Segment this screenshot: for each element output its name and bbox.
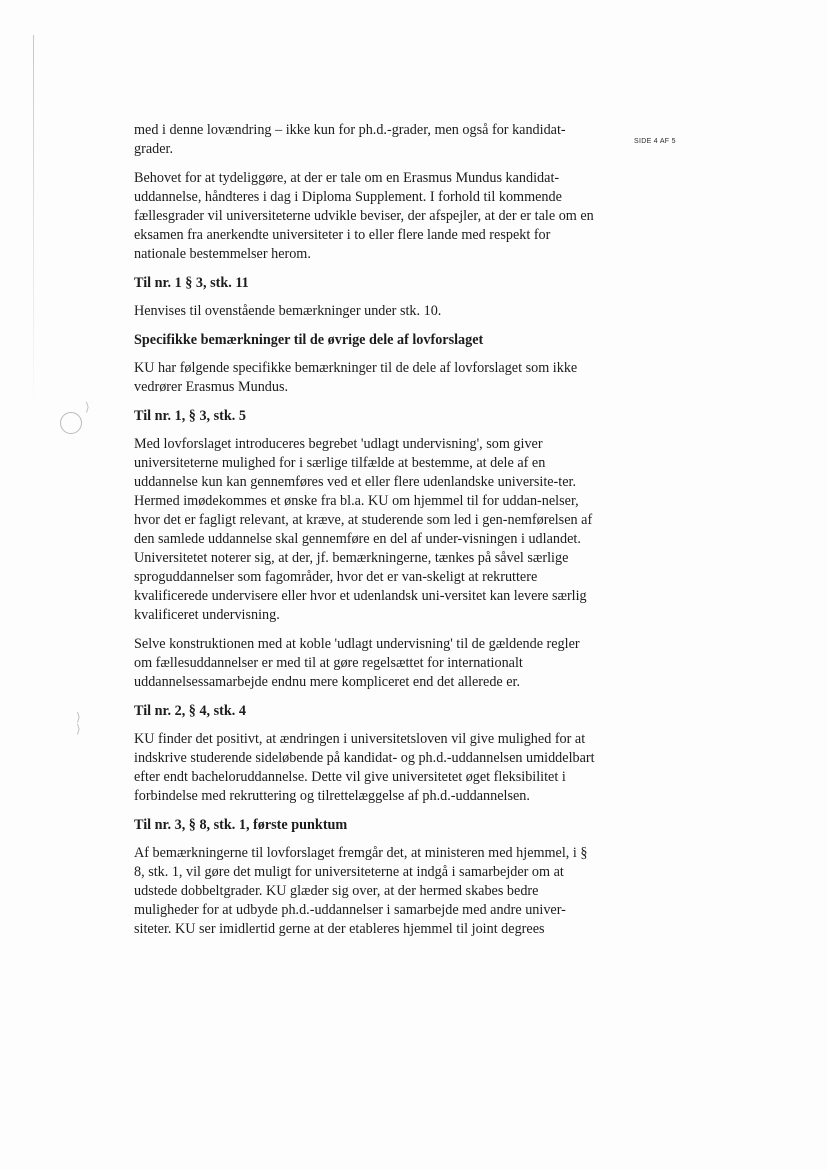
scan-mark: ⟩ — [76, 722, 81, 736]
section-heading: Til nr. 1 § 3, stk. 11 — [134, 275, 249, 291]
paragraph: Af bemærkningerne til lovforslaget fremgår det, at ministeren med hjemmel, i § 8, stk. 1, vil gøre det muligt for universiteterne at indgå i samarbejder om at udstede dobbeltgrader. KU glæder sig over, at der hermed skabes bedre muligheder for at udbyde ph.d.-uddannelser i samarbejde med andre univer-siteter. KU ser imidlertid gerne at der etableres hjemmel til joint degrees — [134, 845, 588, 937]
section-heading: Specifikke bemærkninger til de øvrige dele af lovforslaget — [134, 332, 484, 348]
document-body — [134, 121, 598, 949]
paragraph: Henvises til ovenstående bemærkninger under stk. 10. — [134, 303, 442, 319]
paragraph: Behovet for at tydeliggøre, at der er tale om en Erasmus Mundus kandidat-uddannelse, håndteres i dag i Diploma Supplement. I forhold til kommende fællesgrader vil universiteterne udvikle beviser, der afspejler, at der er tale om en eksamen fra anerkendte universiteter i to eller flere lande med respekt for nationale bestemmelser herom. — [134, 170, 594, 262]
section-heading: Til nr. 2, § 4, stk. 4 — [134, 703, 246, 719]
paragraph: med i denne lovændring – ikke kun for ph.d.-grader, men også for kandidat-grader. — [134, 122, 566, 157]
scan-mark: ⟩ — [85, 400, 90, 414]
paragraph: Med lovforslaget introduceres begrebet 'udlagt undervisning', som giver universiteterne mulighed for i særlige tilfælde at bestemme, at dele af en uddannelse kun kan gennemføres ved et eller flere udenlandske universite-ter. Hermed imødekommes et ønske fra bl.a. KU om hjemmel til for uddan-nelser, hvor det er fagligt relevant, at kræve, at studerende som led i gen-nemførelsen af den samlede uddannelse skal gennemføre en del af under-visningen i udlandet. Universitetet noterer sig, at der, jf. bemærkningerne, tænkes på såvel særlige sproguddannelser som fagområder, hvor det er van-skeligt at rekruttere kvalificerede undervisere eller hvor et udenlandsk uni-versitet kan levere særlig kvalificeret undervisning. — [134, 436, 593, 623]
paragraph: KU finder det positivt, at ændringen i universitetsloven vil give mulighed for at indskrive studerende sideløbende på kandidat- og ph.d.-uddannelsen umiddelbart efter endt bacheloruddannelse. Dette vil give universitetet øget fleksibilitet i forbindelse med rekruttering og tilrettelæggelse af ph.d.-uddannelsen. — [134, 731, 595, 804]
punch-hole-mark — [60, 412, 82, 434]
section-heading: Til nr. 1, § 3, stk. 5 — [134, 408, 246, 424]
paragraph: Selve konstruktionen med at koble 'udlagt undervisning' til de gældende regler om fællesuddannelser er med til at gøre regelsættet for internationalt uddannelsessamarbejde endnu mere kompliceret end det allerede er. — [134, 636, 580, 690]
section-heading: Til nr. 3, § 8, stk. 1, første punktum — [134, 817, 348, 833]
scan-mark: ⟩ — [76, 710, 81, 724]
paragraph: KU har følgende specifikke bemærkninger til de dele af lovforslaget som ikke vedrører Erasmus Mundus. — [134, 360, 578, 395]
scan-edge-line — [33, 35, 34, 415]
page-number: SIDE 4 AF 5 — [634, 138, 676, 145]
